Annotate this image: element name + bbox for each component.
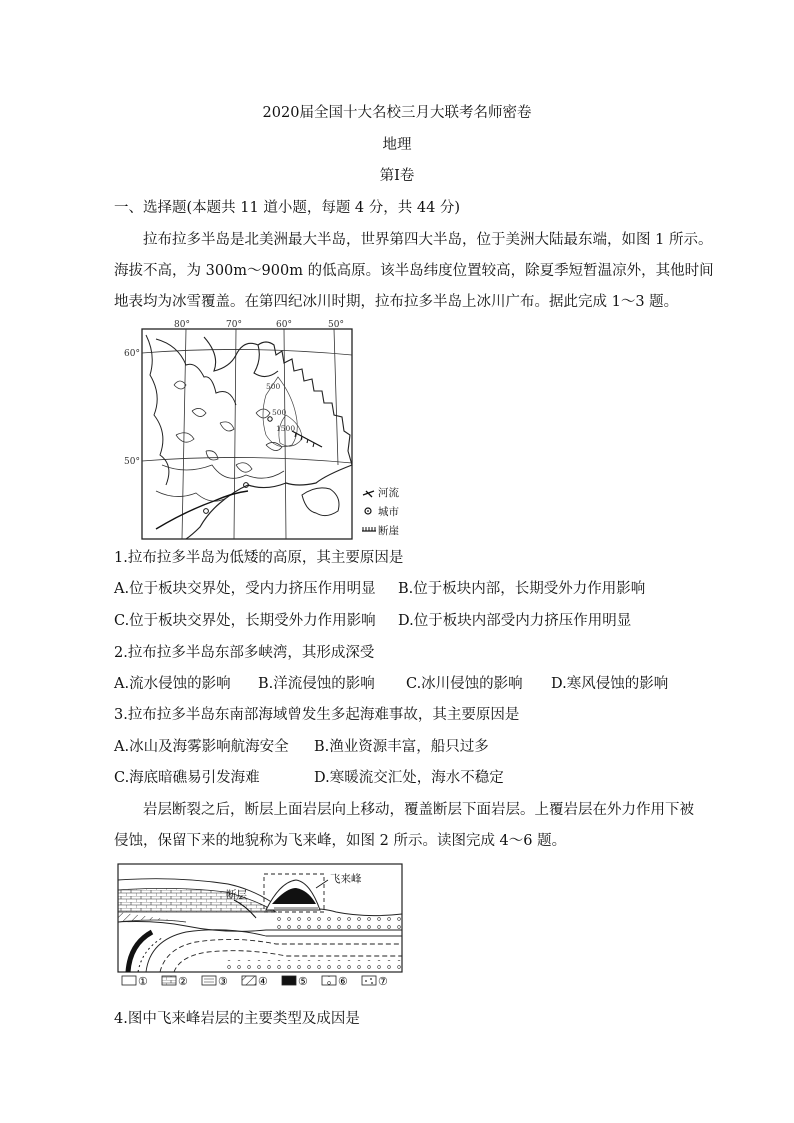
lon-label: 60°: [276, 320, 292, 330]
passage2-line: 侵蚀，保留下来的地貌称为飞来峰，如图 2 所示。读图完成 4～6 题。: [114, 833, 567, 849]
option-b: B.位于板块内部，长期受外力作用影响: [398, 581, 646, 597]
section-heading: 一、选择题(本题共 11 道小题，每题 4 分，共 44 分): [114, 200, 461, 216]
legend-river-label: 河流: [378, 487, 399, 499]
option-a: A.冰山及海雾影响航海安全: [114, 739, 289, 755]
option-a: A.位于板块交界处，受内力挤压作用明显: [114, 581, 376, 597]
option-d: D.寒暖流交汇处，海水不稳定: [314, 770, 504, 786]
figure2-legend: [122, 975, 388, 988]
legend-number: ④: [258, 975, 268, 988]
option-c: C.海底暗礁易引发海难: [114, 770, 260, 786]
contour-label: 500: [272, 408, 287, 417]
lon-label: 50°: [328, 320, 344, 330]
subject-title: 地理: [382, 137, 412, 153]
map-legend: [362, 486, 399, 537]
option-b: B.洋流侵蚀的影响: [258, 676, 375, 692]
legend-city-label: 城市: [378, 506, 399, 518]
passage1-line: 海拔不高，为 300m～900m 的低高原。该半岛纬度位置较高，除夏季短暂温凉外，其他时间: [114, 263, 714, 279]
option-d: D.寒风侵蚀的影响: [551, 676, 669, 692]
passage2-line: 岩层断裂之后，断层上面岩层向上移动，覆盖断层下面岩层。上覆岩层在外力作用下被: [143, 802, 694, 818]
figure1-map: [116, 315, 416, 540]
option-c: C.位于板块交界处，长期受外力作用影响: [114, 613, 376, 629]
legend-number: ⑤: [298, 975, 308, 988]
contour-label: 500: [266, 382, 281, 391]
option-b: B.渔业资源丰富，船只过多: [314, 739, 489, 755]
lat-label: 50°: [124, 457, 140, 467]
legend-number: ⑥: [338, 975, 348, 988]
question-stem: 2.拉布拉多半岛东部多峡湾，其形成深受: [114, 645, 375, 661]
legend-number: ①: [138, 975, 148, 988]
legend-number: ⑦: [378, 975, 388, 988]
volume-title: 第Ⅰ卷: [379, 168, 415, 184]
legend-number: ②: [178, 975, 188, 988]
legend-cliff-label: 断崖: [378, 525, 399, 537]
legend-number: ③: [218, 975, 228, 988]
lat-label: 60°: [124, 349, 140, 359]
question-stem: 1.拉布拉多半岛为低矮的高原，其主要原因是: [114, 550, 404, 566]
option-d: D.位于板块内部受内力挤压作用明显: [398, 613, 632, 629]
option-a: A.流水侵蚀的影响: [114, 676, 231, 692]
passage1-line: 地表均为冰雪覆盖。在第四纪冰川时期，拉布拉多半岛上冰川广布。据此完成 1～3 题。: [114, 294, 679, 310]
passage1-line: 拉布拉多半岛是北美洲最大半岛，世界第四大半岛，位于美洲大陆最东端，如图 1 所示。: [143, 232, 713, 248]
exam-title: 2020届全国十大名校三月大联考名师密卷: [262, 105, 532, 121]
label-peak: 飞来峰: [330, 873, 362, 885]
lon-label: 80°: [174, 320, 190, 330]
label-fault: 断层: [226, 889, 247, 901]
figure2-cross-section: [116, 860, 408, 992]
question-stem: 4.图中飞来峰岩层的主要类型及成因是: [114, 1011, 360, 1027]
lon-label: 70°: [226, 320, 242, 330]
option-c: C.冰川侵蚀的影响: [406, 676, 523, 692]
contour-label: 1500: [276, 424, 296, 433]
question-stem: 3.拉布拉多半岛东南部海域曾发生多起海难事故，其主要原因是: [114, 707, 520, 723]
